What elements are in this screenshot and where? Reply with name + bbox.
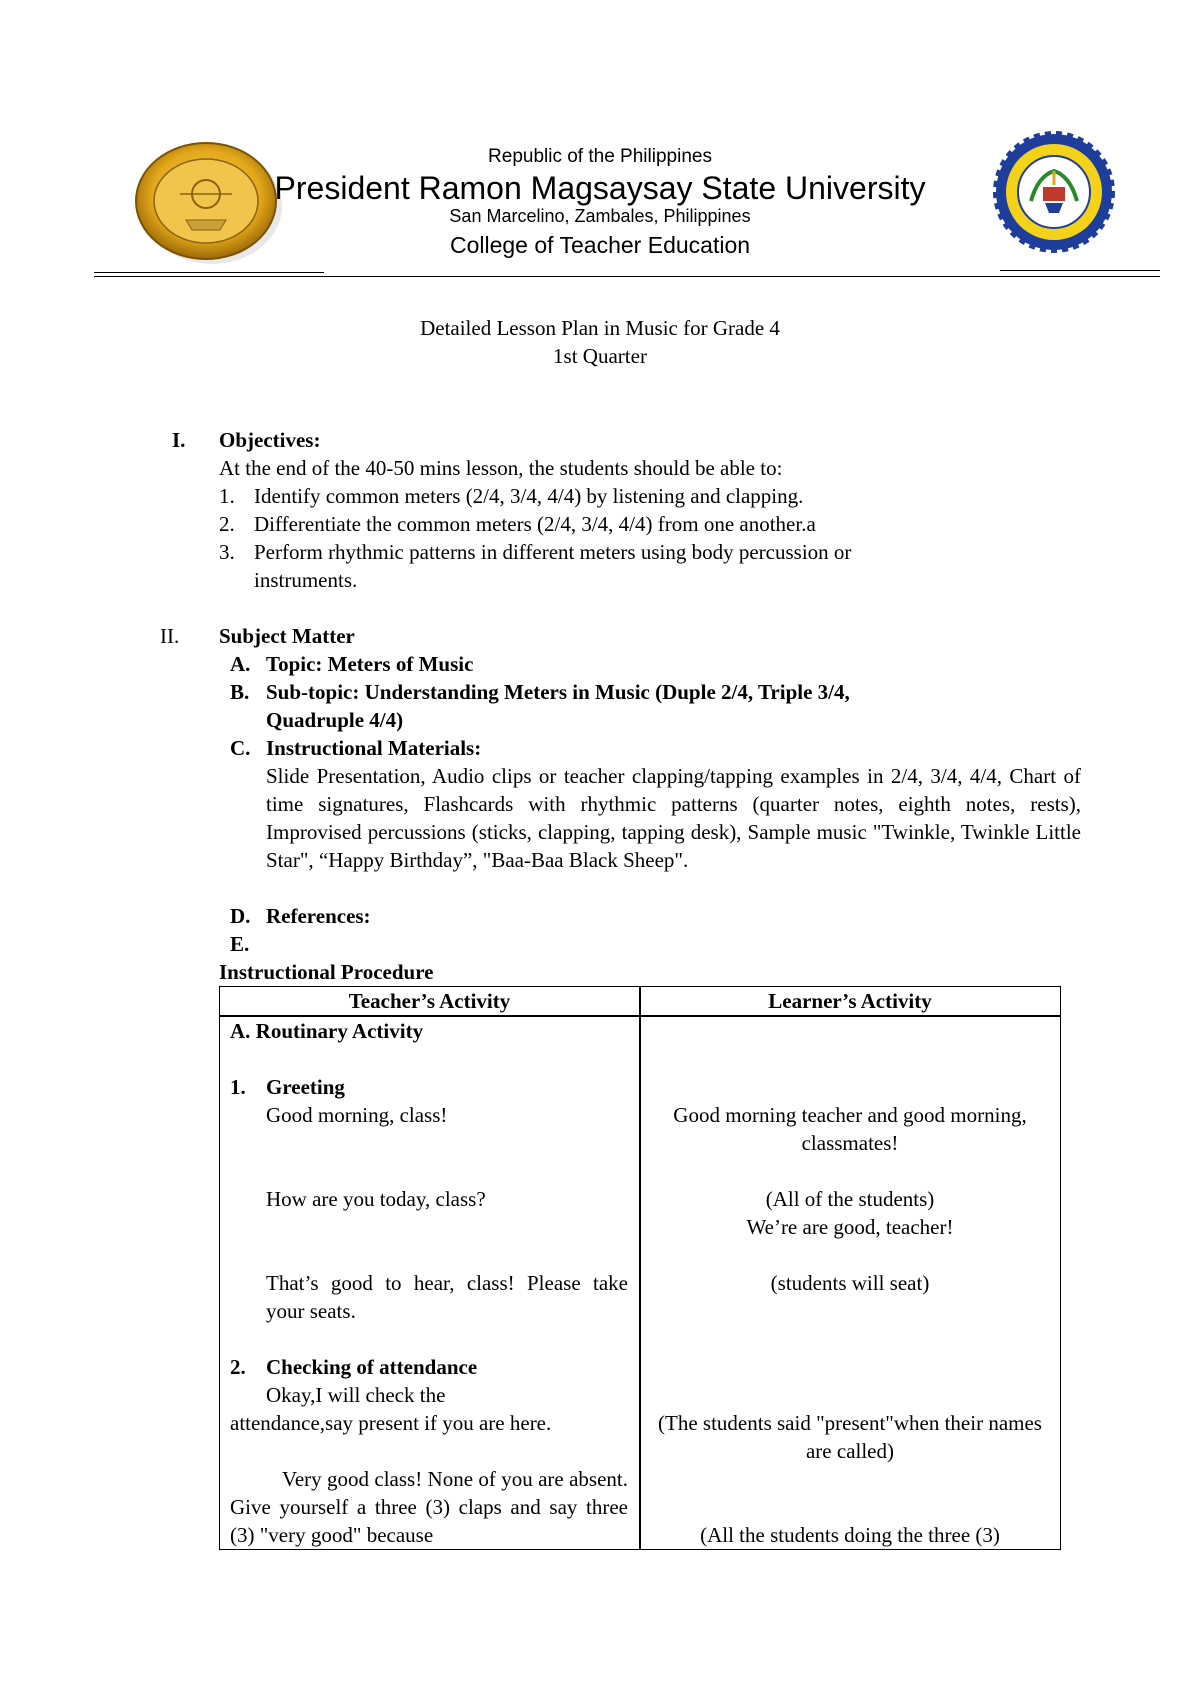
subject-matter-heading: Subject Matter (219, 624, 355, 648)
learner-line: (students will seat) (770, 1271, 930, 1295)
references-heading: References: (266, 904, 371, 928)
objective-text: Differentiate the common meters (2/4, 3/4, 4/4) from one another.a (254, 512, 816, 536)
republic-label: Republic of the Philippines (488, 146, 712, 167)
learner-line: (All the students doing the three (3) (700, 1523, 1000, 1547)
objectives-heading: Objectives: (219, 428, 321, 452)
step-number: 1. (230, 1075, 246, 1099)
objective-number: 3. (219, 540, 235, 564)
header-rule (94, 276, 1160, 277)
college-name: College of Teacher Education (449, 232, 751, 258)
header-rule-left (94, 272, 324, 273)
learner-line: We’re are good, teacher! (746, 1215, 954, 1239)
item-letter: E. (230, 932, 250, 956)
university-name: President Ramon Magsaysay State University (274, 170, 926, 206)
teacher-line: attendance,say present if you are here. (230, 1411, 552, 1435)
teacher-line: Good morning, class! (266, 1103, 448, 1127)
learner-line: (All of the students) (765, 1187, 935, 1211)
item-letter: B. (230, 680, 250, 704)
materials-heading: Instructional Materials: (266, 736, 482, 760)
learner-line: Good morning teacher and good morning, classmates! (673, 1103, 1027, 1155)
learner-line: (The students said "present"when their names are called) (658, 1411, 1042, 1463)
objective-text: Identify common meters (2/4, 3/4, 4/4) by listening and clapping. (254, 484, 804, 508)
procedure-table (219, 986, 1061, 1550)
teacher-line: How are you today, class? (266, 1187, 486, 1211)
procedure-heading: Instructional Procedure (219, 960, 434, 984)
objective-number: 2. (219, 512, 235, 536)
teacher-line: That’s good to hear, class! Please take your seats. (266, 1271, 628, 1323)
step-number: 2. (230, 1355, 246, 1379)
document-title: Detailed Lesson Plan in Music for Grade 4 (420, 316, 780, 340)
objective-text-continued: instruments. (254, 568, 358, 592)
document-quarter: 1st Quarter (553, 344, 647, 368)
objectives-intro: At the end of the 40-50 mins lesson, the students should be able to: (219, 456, 783, 480)
objective-number: 1. (219, 484, 235, 508)
sub-topic-continued: Quadruple 4/4) (266, 708, 404, 732)
learner-activity-header: Learner’s Activity (768, 989, 932, 1013)
materials-text: Slide Presentation, Audio clips or teacher clapping/tapping examples in 2/4, 3/4, 4/4, Chart of time signatures, Flashcards with rhythmic patterns (quarter notes, eighth notes, rests), Improvised percussions (sticks, clapping, tapping desk), Sample music "Twinkle, Twinkle Little Star", “Happy Birthday”, "Baa-Baa Black Sheep". (266, 764, 1081, 872)
teacher-line: Okay,I will check the (266, 1383, 446, 1407)
item-letter: C. (230, 736, 251, 760)
university-address: San Marcelino, Zambales, Philippines (449, 206, 751, 226)
header-rule-right (1000, 270, 1160, 271)
item-letter: A. (230, 652, 251, 676)
greeting-heading: Greeting (266, 1075, 345, 1099)
attendance-heading: Checking of attendance (266, 1355, 478, 1379)
teacher-activity-header: Teacher’s Activity (348, 989, 511, 1013)
routinary-activity-heading: A. Routinary Activity (230, 1019, 424, 1043)
section-numeral: I. (172, 428, 186, 452)
sub-topic: Sub-topic: Understanding Meters in Music (Duple 2/4, Triple 3/4, (266, 680, 850, 704)
teacher-line: Very good class! None of you are absent. Give yourself a three (3) claps and say three (3) "very good" because (230, 1467, 628, 1547)
column-divider (639, 987, 641, 1549)
topic: Topic: Meters of Music (266, 652, 474, 676)
section-numeral: II. (160, 624, 180, 648)
item-letter: D. (230, 904, 251, 928)
objective-text: Perform rhythmic patterns in different meters using body percussion or (254, 540, 852, 564)
